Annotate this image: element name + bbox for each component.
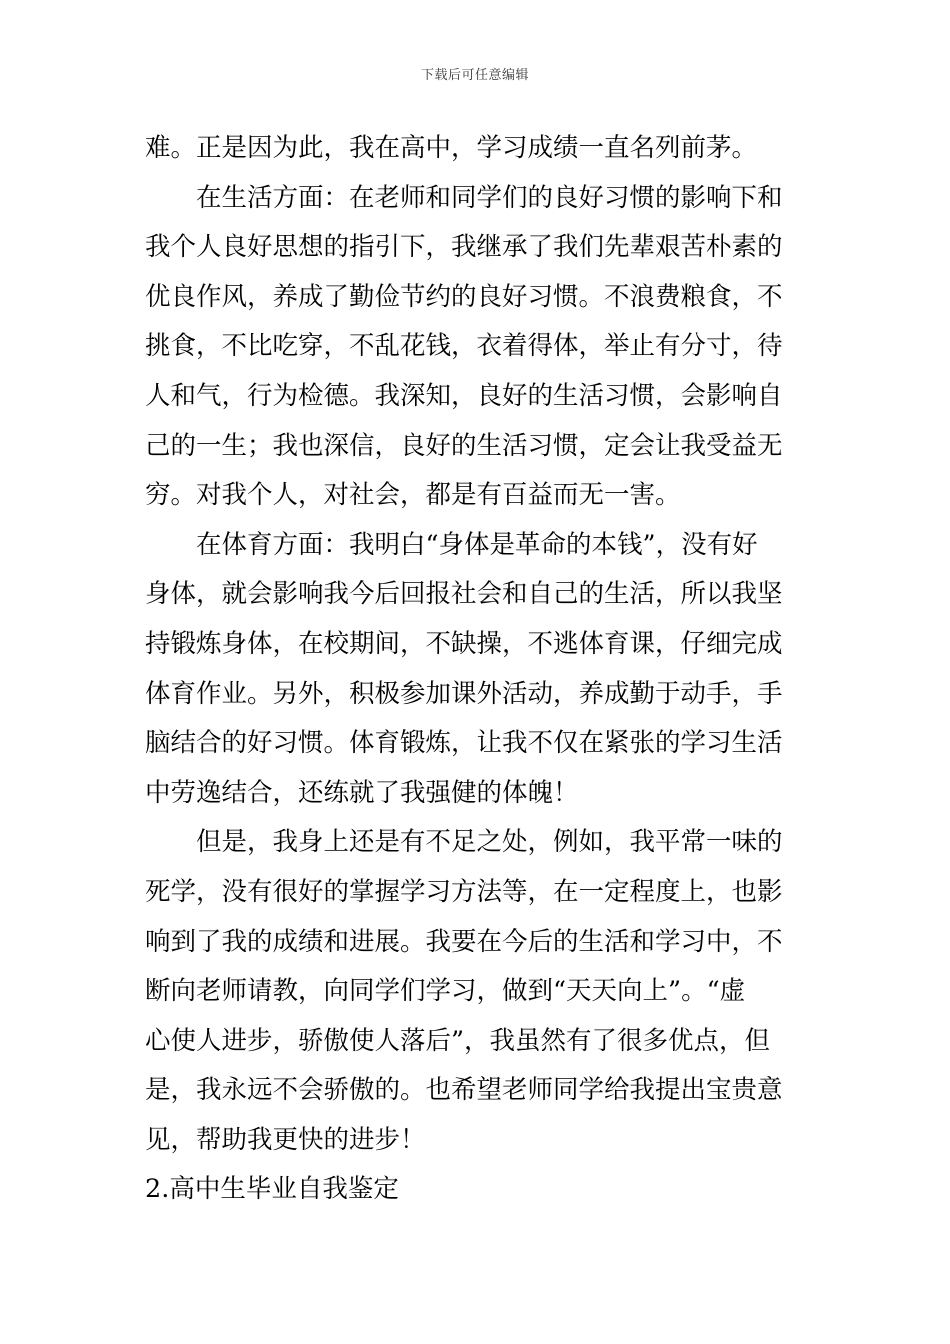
text-line: 难。正是因为此，我在高中，学习成绩一直名列前茅。: [145, 133, 758, 163]
text-line: 身体，就会影响我今后回报社会和自己的生活，所以我坚: [145, 579, 783, 610]
text-line: 死学，没有很好的掌握学习方法等，在一定程度上，也影: [145, 876, 783, 907]
text-line: 是，我永远不会骄傲的。也希望老师同学给我提出宝贵意: [145, 1075, 783, 1106]
text-line: 挑食，不比吃穿，不乱花钱，衣着得体，举止有分寸，待: [145, 331, 783, 362]
text-line: 我个人良好思想的指引下，我继承了我们先辈艰苦朴素的: [145, 232, 783, 263]
paragraph-start-line: 在生活方面：在老师和同学们的良好习惯的影响下和: [196, 182, 783, 213]
text-line: 穷。对我个人，对社会，都是有百益而无一害。: [145, 480, 681, 511]
text-line: 己的一生；我也深信，良好的生活习惯，定会让我受益无: [145, 430, 783, 461]
text-line: 体育作业。另外，积极参加课外活动，养成勤于动手，手: [145, 678, 783, 709]
text-line: 见，帮助我更快的进步！: [145, 1124, 426, 1155]
text-line: 脑结合的好习惯。体育锻炼，让我不仅在紧张的学习生活: [145, 728, 783, 759]
paragraph-start-line: 但是，我身上还是有不足之处，例如，我平常一味的: [196, 827, 783, 858]
page-header: 下载后可任意编辑: [420, 68, 529, 83]
text-line: 中劳逸结合，还练就了我强健的体魄！: [145, 777, 579, 808]
document-body: [145, 124, 807, 1215]
text-line: 优良作风，养成了勤俭节约的良好习惯。不浪费粮食，不: [145, 281, 783, 312]
paragraph-start-line: 在体育方面：我明白“身体是革命的本钱”，没有好: [196, 529, 758, 560]
text-line: 断向老师请教，向同学们学习，做到“天天向上”。“虚: [145, 976, 746, 1007]
text-line: 心使人进步，骄傲使人落后”，我虽然有了很多优点，但: [145, 1025, 771, 1056]
text-line: 人和气，行为检德。我深知，良好的生活习惯，会影响自: [145, 380, 783, 411]
section-heading: 2.高中生毕业自我鉴定: [145, 1174, 399, 1205]
text-line: 响到了我的成绩和进展。我要在今后的生活和学习中，不: [145, 926, 783, 957]
text-line: 持锻炼身体，在校期间，不缺操，不逃体育课，仔细完成: [145, 628, 783, 659]
